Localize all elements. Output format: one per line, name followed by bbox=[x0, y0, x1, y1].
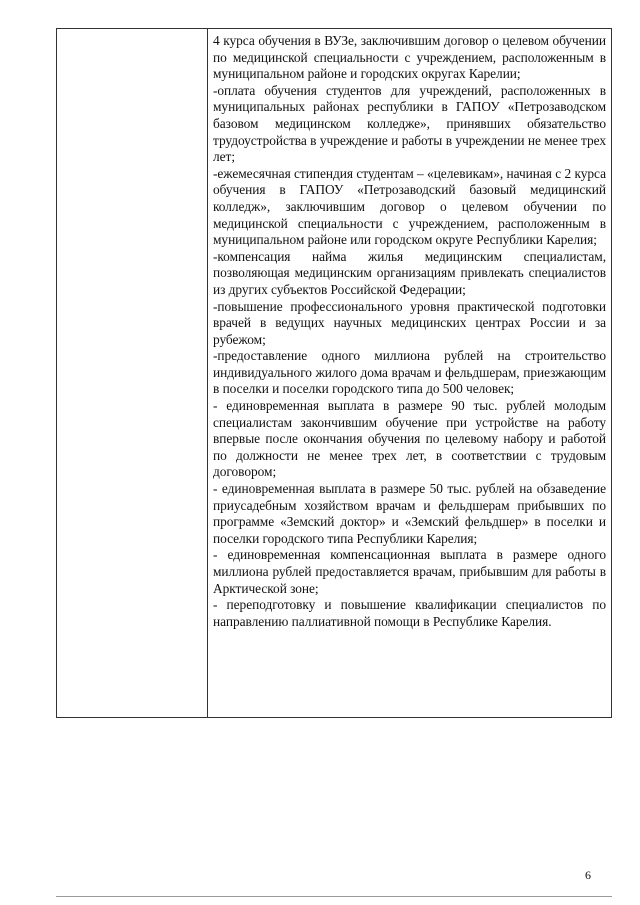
right-column-cell bbox=[208, 29, 612, 718]
paragraph-5: -повышение профессионального уровня практической подготовки врачей в ведущих научных медицинских центрах России и за рубежом; bbox=[213, 298, 606, 347]
paragraph-9: - единовременная компенсационная выплата в размере одного миллиона рублей предоставляется врачам, прибывшим для работы в Арктической зоне; bbox=[213, 547, 606, 596]
footer-rule bbox=[56, 896, 612, 897]
paragraph-10: - переподготовку и повышение квалификации специалистов по направлению паллиативной помощи в Республике Карелия. bbox=[213, 597, 606, 629]
page-number: 6 bbox=[585, 868, 591, 882]
paragraph-2: -оплата обучения студентов для учреждений, расположенных в муниципальных районах республики в ГАПОУ «Петрозаводском базовом медицинском колледже», принявших обязательство трудоустройства в учреждение и работы в учреждении не менее трех лет; bbox=[213, 82, 606, 165]
measures-text-block bbox=[208, 29, 611, 630]
content-table bbox=[56, 28, 612, 718]
paragraph-3: -ежемесячная стипендия студентам – «целевикам», начиная с 2 курса обучения в ГАПОУ «Петрозаводский базовый медицинский колледж», заключившим договор о целевом обучении по медицинской специальности с учреждением, расположенным в муниципальном районе или городском округе Республики Карелия; bbox=[213, 165, 606, 248]
left-column-cell bbox=[57, 29, 208, 718]
paragraph-7: - единовременная выплата в размере 90 тыс. рублей молодым специалистам закончившим обучение при устройстве на работу впервые после окончания обучения по целевому набору и работой по должности не менее трех лет, в соответствии с трудовым договором; bbox=[213, 398, 606, 480]
paragraph-1: 4 курса обучения в ВУЗе, заключившим договор о целевом обучении по медицинской специальности с учреждением, расположенным в муниципальном районе и городских округах Карелии; bbox=[213, 33, 606, 82]
paragraph-4: -компенсация найма жилья медицинским специалистам, позволяющая медицинским организациям привлекать специалистов из других субъектов Российской Федерации; bbox=[213, 248, 606, 297]
table-row bbox=[57, 29, 612, 718]
paragraph-6: -предоставление одного миллиона рублей на строительство индивидуального жилого дома врачам и фельдшерам, приезжающим в поселки и поселки городского типа до 500 человек; bbox=[213, 348, 606, 397]
paragraph-8: - единовременная выплата в размере 50 тыс. рублей на обзаведение приусадебным хозяйством врачам и фельдшерам прибывших по программе «Земский доктор» и «Земский фельдшер» в поселки и поселки городского типа Республики Карелия; bbox=[213, 481, 606, 546]
